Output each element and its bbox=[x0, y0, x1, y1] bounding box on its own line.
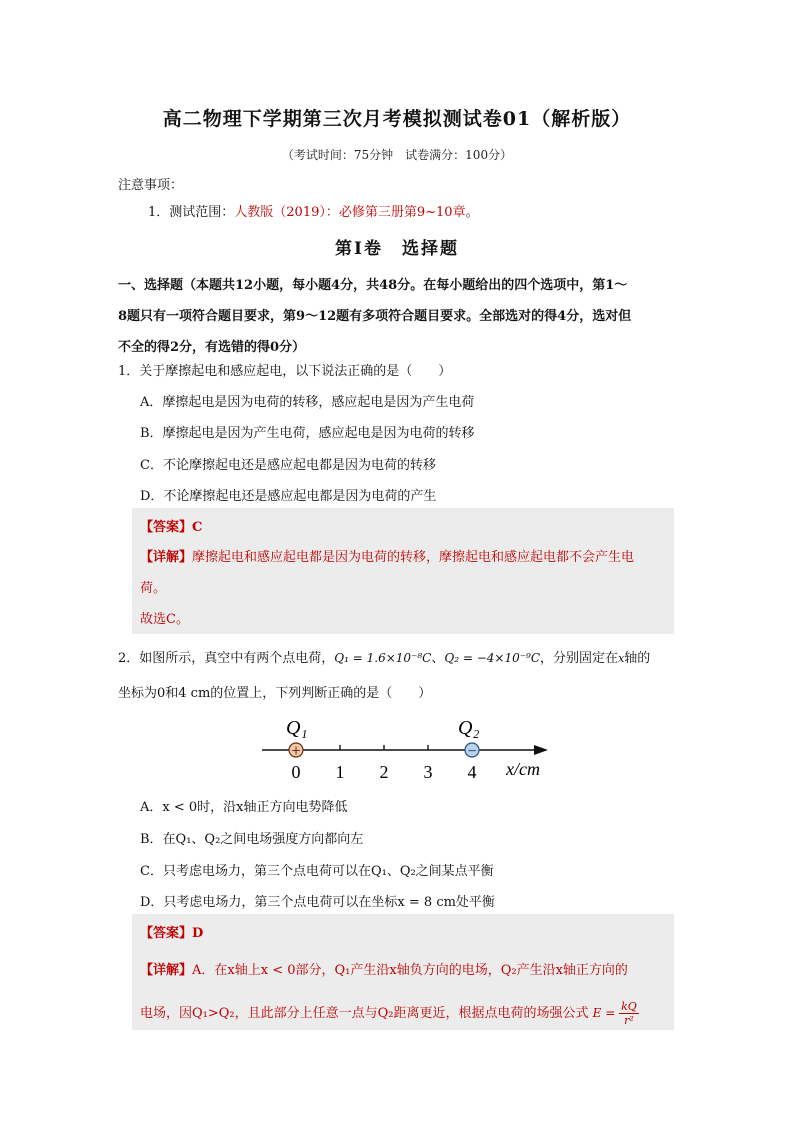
q2-stem-a: 2．如图所示，真空中有两个点电荷， bbox=[118, 651, 335, 666]
question-2-option-a: A．x < 0时，沿x轴正方向电势降低 bbox=[140, 800, 348, 815]
exam-info: （考试时间：75分钟 试卷满分：100分） bbox=[281, 148, 513, 162]
question-1-stem: 1．关于摩擦起电和感应起电，以下说法正确的是（ ） bbox=[118, 364, 452, 379]
question-1-answer: 【答案】C bbox=[140, 520, 203, 535]
instructions bbox=[118, 270, 678, 363]
question-1-detail-line-1 bbox=[140, 546, 634, 565]
question-1-option-d: D．不论摩擦起电还是感应起电都是因为电荷的产生 bbox=[140, 489, 437, 504]
question-2-answer-box bbox=[132, 914, 674, 1030]
q2-stem-b: ，分别固定在 bbox=[540, 651, 619, 666]
question-2-option-b: B．在Q₁、Q₂之间电场强度方向都向左 bbox=[140, 832, 364, 847]
minus-sign: − bbox=[466, 743, 478, 758]
instructions-line-1: 一、选择题（本题共12小题，每小题4分，共48分。在每小题给出的四个选项中，第1～ bbox=[118, 278, 628, 293]
figure-label-q1: Q₁ bbox=[286, 717, 308, 739]
field-formula bbox=[593, 1000, 639, 1027]
x-axis-arrow bbox=[534, 745, 548, 755]
question-2-option-d: D．只考虑电场力，第三个点电荷可以在坐标x = 8 cm处平衡 bbox=[140, 895, 495, 910]
figure-label-q2: Q₂ bbox=[458, 717, 480, 739]
formula-fraction bbox=[619, 1000, 639, 1027]
detail-text: 摩擦起电和感应起电都是因为电荷的转移，摩擦起电和感应起电都不会产生电 bbox=[192, 550, 635, 565]
question-1-detail-line-2: 荷。 bbox=[140, 581, 167, 596]
question-1-option-a: A．摩擦起电是因为电荷的转移，感应起电是因为产生电荷 bbox=[140, 395, 475, 410]
q1-charge-expr: Q₁ = 1.6×10⁻⁸C bbox=[334, 651, 432, 665]
formula-numerator: kQ bbox=[621, 1000, 637, 1013]
detail-label: 【详解】 bbox=[140, 550, 193, 565]
detail-text-2: 电场，因Q₁>Q₂，且此部分上任意一点与Q₂距离更近，根据点电荷的场强公式 bbox=[140, 1006, 589, 1021]
question-1-option-b: B．摩擦起电是因为产生电荷，感应起电是因为电荷的转移 bbox=[140, 426, 475, 441]
formula-lhs: E = bbox=[592, 1006, 616, 1020]
instructions-line-2: 8题只有一项符合题目要求，第9～12题有多项符合题目要求。全部选对的得4分，选对但 bbox=[118, 309, 632, 324]
q2-charge-expr: Q₂ = −4×10⁻⁹C bbox=[444, 651, 541, 665]
tick-label-3: 3 bbox=[423, 762, 433, 782]
tick-label-2: 2 bbox=[379, 762, 389, 782]
question-2-stem-line-2: 坐标为0和4 cm的位置上，下列判断正确的是（ ） bbox=[118, 686, 432, 701]
notice-item-1 bbox=[148, 203, 479, 223]
question-2-detail-line-2 bbox=[140, 1000, 639, 1027]
instructions-line-3: 不全的得2分，有选错的得0分） bbox=[118, 340, 306, 355]
notice-item-1-prefix: 1．测试范围： bbox=[148, 205, 235, 220]
question-1-answer-box bbox=[132, 508, 674, 634]
question-1-option-c: C．不论摩擦起电还是感应起电都是因为电荷的转移 bbox=[140, 458, 436, 473]
question-2-stem-line-1 bbox=[118, 647, 650, 666]
detail-text: A．在x轴上x < 0部分，Q₁产生沿x轴负方向的电场，Q₂产生沿x轴正方向的 bbox=[192, 963, 628, 978]
question-2-answer: 【答案】D bbox=[140, 926, 204, 941]
q2-stem-c: 轴的 bbox=[624, 651, 651, 666]
x-variable: x bbox=[618, 652, 625, 665]
notice-label: 注意事项： bbox=[118, 178, 184, 193]
q2-sep: 、 bbox=[431, 651, 445, 666]
axis-label: x/cm bbox=[506, 759, 540, 779]
tick-label-4: 4 bbox=[467, 762, 477, 782]
formula-denominator: r² bbox=[624, 1014, 634, 1027]
charge-axis-figure bbox=[258, 712, 558, 784]
detail-label: 【详解】 bbox=[140, 963, 193, 978]
question-2-option-c: C．只考虑电场力，第三个点电荷可以在Q₁、Q₂之间某点平衡 bbox=[140, 864, 494, 879]
plus-sign: + bbox=[290, 743, 302, 758]
page-title: 高二物理下学期第三次月考模拟测试卷01（解析版） bbox=[162, 108, 632, 130]
test-scope: 人教版（2019）：必修第三册第9~10章 bbox=[234, 205, 466, 220]
section-title: 第Ⅰ卷 选择题 bbox=[335, 239, 459, 259]
tick-label-1: 1 bbox=[335, 762, 345, 782]
question-1-conclusion: 故选C。 bbox=[140, 612, 189, 627]
tick-label-0: 0 bbox=[291, 762, 301, 782]
question-2-detail-line-1 bbox=[140, 959, 628, 978]
notice-item-1-suffix: 。 bbox=[465, 205, 479, 220]
